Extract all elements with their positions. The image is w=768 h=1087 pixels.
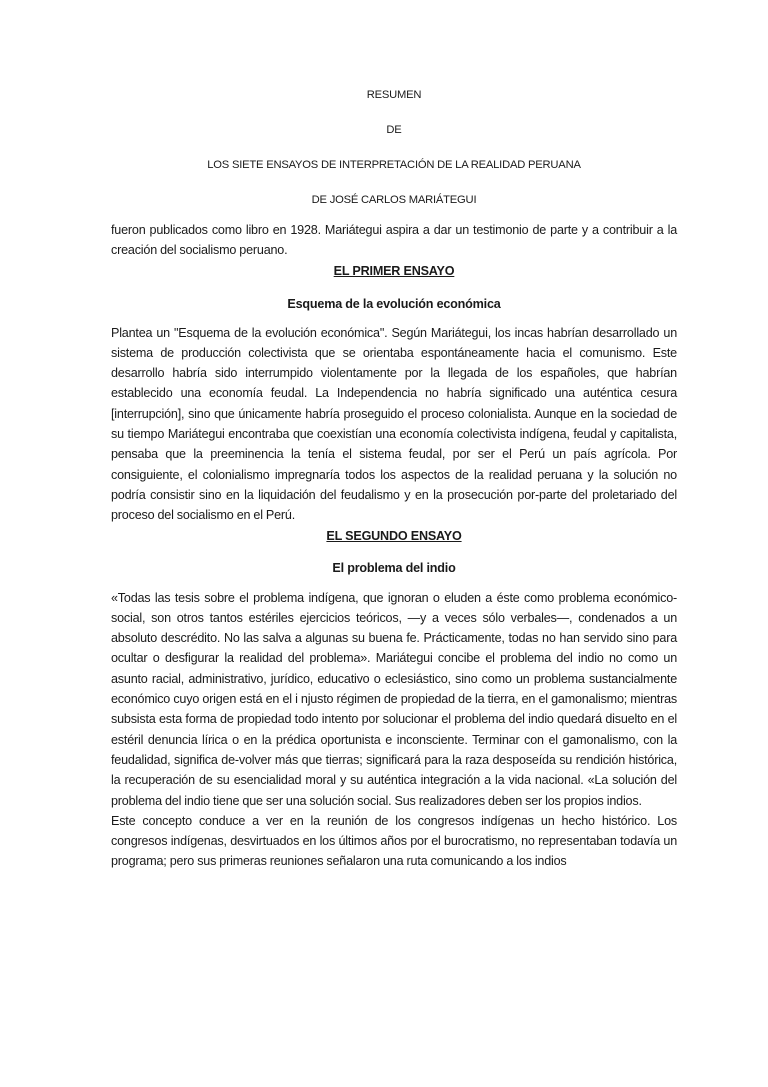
title-book: LOS SIETE ENSAYOS DE INTERPRETACIÓN DE LA REALIDAD PERUANA bbox=[207, 159, 581, 171]
essay1-title: EL PRIMER ENSAYO bbox=[333, 263, 455, 278]
title-author: DE JOSÉ CARLOS MARIÁTEGUI bbox=[311, 194, 477, 206]
essay1-paragraph: Plantea un "Esquema de la evolución económica". Según Mariátegui, los incas habrían desarrollado un sistema de producción colectivista que se orientaba espontáneamente hacia el comunismo. Este desarrollo habría sido interrumpido violentamente por la llegada de los españoles, que habrían establecido una economía feudal. La Independencia no habría significado una auténtica cesura [interrupción], sino que únicamente habría proseguido el proceso colonialista. Aunque en la sociedad de su tiempo Mariátegui encontraba que coexistían una economía colectivista indígena, feudal y capitalista, pensaba que la preeminencia la tenía el sistema feudal, por ser el Perú un país agrícola. Por consiguiente, el colonialismo impregnaría todos los aspectos de la realidad peruana y la solución no podría consistir sino en la liquidación del feudalismo y en la prosecución por-parte del proletariado del proceso del socialismo en el Perú. bbox=[111, 325, 677, 523]
title-resumen: RESUMEN bbox=[366, 89, 422, 101]
essay2-subtitle: El problema del indio bbox=[332, 560, 456, 575]
essay2-paragraph-2: Este concepto conduce a ver en la reunión de los congresos indígenas un hecho histórico. Los congresos indígenas, desvirtuados en los últimos años por el burocratismo, no representaban todavía un programa; pero sus primeras reuniones señalaron una ruta comunicando a los indios bbox=[111, 813, 677, 869]
essay2-paragraph-1: «Todas las tesis sobre el problema indígena, que ignoran o eluden a éste como problema económico-social, son otros tantos estériles ejercicios teóricos, —y a veces sólo verbales—, condenados a un absoluto descrédito. No las salva a algunas su buena fe. Prácticamente, todas no han servido sino para ocultar o desfigurar la realidad del problema». Mariátegui concibe el problema del indio no como un asunto racial, administrativo, jurídico, educativo o eclesiástico, sino como un problema sustancialmente económico cuyo origen está en el i njusto régimen de propiedad de la tierra, en el gamonalismo; mientras subsista esta forma de propiedad todo intento por solucionar el problema del indio quedará disuelto en el estéril denuncia lírica o en la prédica oportunista e inconsciente. Terminar con el gamonalismo, con la feudalidad, significa de-volver más que tierras; significará para la raza desposeída su rendición histórica, la recuperación de su esencialidad moral y su auténtica integración a la vida nacional. «La solución del problema del indio tiene que ser una solución social. Sus realizadores deben ser los propios indios. bbox=[111, 590, 677, 808]
document-page bbox=[111, 88, 677, 872]
essay1-subtitle: Esquema de la evolución económica bbox=[287, 296, 501, 311]
title-de: DE bbox=[386, 124, 402, 136]
essay2-title: EL SEGUNDO ENSAYO bbox=[326, 528, 462, 543]
intro-paragraph: fueron publicados como libro en 1928. Mariátegui aspira a dar un testimonio de parte y a contribuir a la creación del socialismo peruano. bbox=[111, 223, 677, 258]
